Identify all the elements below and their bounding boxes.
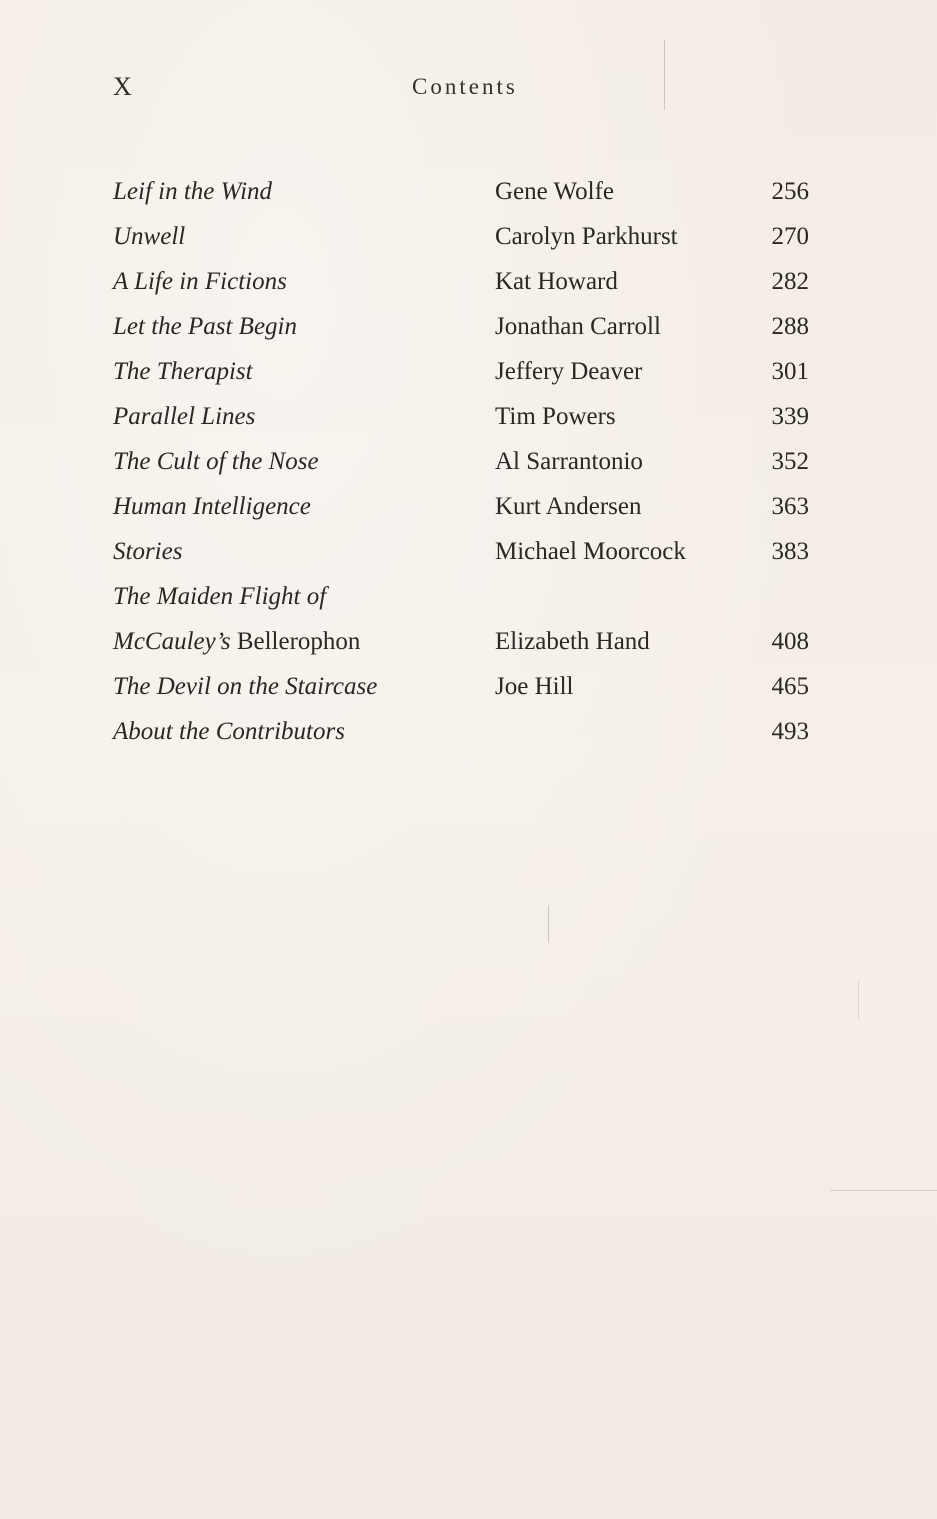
contents-entry <box>0 174 937 219</box>
contents-entry <box>0 264 937 309</box>
entry-author: Kat Howard <box>495 268 618 295</box>
contents-entry <box>0 219 937 264</box>
page-number: X <box>113 72 133 101</box>
page-title: Contents <box>412 74 518 99</box>
entry-title: Parallel Lines <box>113 403 256 430</box>
entry-page: 493 <box>771 718 809 745</box>
contents-entry <box>0 309 937 354</box>
entry-title: Stories <box>113 538 183 565</box>
contents-entry <box>0 714 937 759</box>
entry-author: Al Sarrantonio <box>495 448 643 475</box>
contents-entry <box>0 669 937 714</box>
entry-page: 256 <box>771 178 809 205</box>
entry-author: Kurt Andersen <box>495 493 642 520</box>
entry-title: The Therapist <box>113 358 253 385</box>
entry-title: About the Contributors <box>113 718 345 745</box>
contents-entry <box>0 534 937 579</box>
entry-page: 288 <box>771 313 809 340</box>
contents-entry <box>0 354 937 399</box>
entry-author: Joe Hill <box>495 673 574 700</box>
entry-author: Jonathan Carroll <box>495 313 661 340</box>
entry-title: The Cult of the Nose <box>113 448 319 475</box>
entry-page: 301 <box>771 358 809 385</box>
entry-title: The Devil on the Staircase <box>113 673 378 700</box>
entry-page: 352 <box>771 448 809 475</box>
contents-entry <box>0 624 937 669</box>
contents-entry <box>0 489 937 534</box>
entry-title: McCauley’s Bellerophon <box>113 628 361 655</box>
entry-page: 363 <box>771 493 809 520</box>
contents-entry <box>0 399 937 444</box>
entry-page: 270 <box>771 223 809 250</box>
entry-title: Let the Past Begin <box>113 313 297 340</box>
contents-list <box>0 174 937 759</box>
entry-title-roman: Bellerophon <box>230 628 361 655</box>
contents-entry <box>0 579 937 624</box>
entry-title: Unwell <box>113 223 186 250</box>
entry-page: 282 <box>771 268 809 295</box>
contents-entry <box>0 444 937 489</box>
entry-author: Elizabeth Hand <box>495 628 650 655</box>
entry-page: 408 <box>771 628 809 655</box>
entry-page: 339 <box>771 403 809 430</box>
entry-title: A Life in Fictions <box>113 268 287 295</box>
entry-page: 383 <box>771 538 809 565</box>
entry-author: Carolyn Parkhurst <box>495 223 678 250</box>
entry-author: Tim Powers <box>495 403 616 430</box>
entry-title: Human Intelligence <box>113 493 311 520</box>
entry-title: The Maiden Flight of <box>113 583 327 610</box>
entry-author: Michael Moorcock <box>495 538 686 565</box>
entry-author: Gene Wolfe <box>495 178 615 205</box>
entry-page: 465 <box>771 673 809 700</box>
entry-author: Jeffery Deaver <box>495 358 643 385</box>
entry-title: Leif in the Wind <box>113 178 273 205</box>
